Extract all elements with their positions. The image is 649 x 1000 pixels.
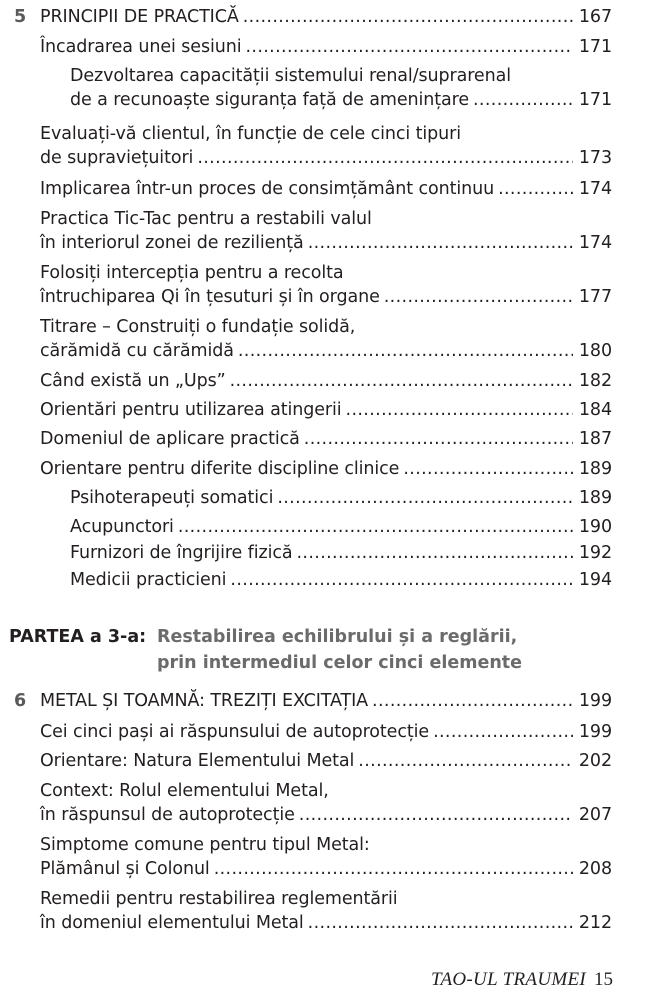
toc-entry — [40, 207, 612, 255]
toc-entry — [40, 427, 612, 451]
toc-entry — [70, 64, 612, 112]
toc-entry — [40, 177, 612, 201]
toc-entry-title: Cei cinci pași ai răspunsului de autoprotecție — [40, 722, 430, 742]
leader-dots — [358, 749, 573, 773]
toc-entry-title: Domeniul de aplicare practică — [40, 429, 300, 449]
toc-entry-page: 208 — [578, 859, 612, 879]
leader-dots — [304, 427, 573, 451]
part-title-line1: Restabilirea echilibrului și a reglării, — [157, 627, 518, 647]
toc-entry-page: 180 — [578, 341, 612, 361]
toc-entry-title-cont: în interiorul zonei de reziliență — [40, 233, 304, 253]
toc-subentry — [70, 486, 612, 510]
toc-entry-page: 189 — [578, 488, 612, 508]
toc-entry — [40, 122, 612, 170]
toc-subentry — [70, 541, 612, 565]
toc-entry-title: Implicarea într-un proces de consimțământ continuu — [40, 179, 495, 199]
toc-entry-title: Dezvoltarea capacității sistemului renal/suprarenal — [70, 66, 511, 86]
chapter-5-heading — [40, 5, 612, 29]
toc-entry-title: Încadrarea unei sesiuni — [40, 37, 242, 57]
toc-entry-title: Medicii practicieni — [70, 570, 227, 590]
toc-entry — [40, 749, 612, 773]
toc-entry-page: 187 — [578, 429, 612, 449]
toc-entry-page: 174 — [578, 233, 612, 253]
page-footer — [431, 968, 613, 992]
leader-dots — [214, 857, 573, 881]
toc-entry-page: 182 — [578, 371, 612, 391]
toc-entry-page: 177 — [578, 287, 612, 307]
toc-entry-page: 202 — [578, 751, 612, 771]
page-number: 15 — [594, 969, 613, 990]
toc-entry-title-cont: cărămidă cu cărămidă — [40, 341, 234, 361]
chapter-6-heading — [40, 689, 612, 713]
leader-dots — [308, 231, 573, 255]
toc-entry-title: Psihoterapeuți somatici — [70, 488, 274, 508]
toc-entry-title: Simptome comune pentru tipul Metal: — [40, 835, 370, 855]
toc-entry-title-cont: de a recunoaște siguranța față de amenințare — [70, 90, 469, 110]
toc-entry-title-cont: Plămânul și Colonul — [40, 859, 210, 879]
leader-dots — [403, 457, 573, 481]
leader-dots — [498, 177, 573, 201]
part-label: PARTEA a 3-a: — [9, 627, 147, 647]
toc-entry-page: 199 — [578, 722, 612, 742]
toc-entry-title-cont: de supraviețuitori — [40, 148, 194, 168]
toc-entry-title: Furnizori de îngrijire fizică — [70, 543, 293, 563]
leader-dots — [433, 720, 573, 744]
toc-entry-page: 207 — [578, 805, 612, 825]
toc-entry-page: 171 — [578, 90, 612, 110]
toc-entry-title: Titrare – Construiți o fundație solidă, — [40, 317, 356, 337]
toc-subentry — [70, 568, 612, 592]
toc-entry-page: 174 — [578, 179, 612, 199]
chapter-5-number: 5 — [14, 7, 27, 27]
toc-entry-title: Orientări pentru utilizarea atingerii — [40, 400, 342, 420]
chapter-6-page: 199 — [578, 691, 612, 711]
toc-entry-title: Când există un „Ups” — [40, 371, 226, 391]
leader-dots — [299, 803, 573, 827]
leader-dots — [238, 339, 573, 363]
toc-entry-page: 192 — [578, 543, 612, 563]
toc-entry-title-cont: întruchiparea Qi în țesuturi și în organe — [40, 287, 380, 307]
toc-entry-page: 189 — [578, 459, 612, 479]
toc-entry — [40, 398, 612, 422]
part-title-line2: prin intermediul celor cinci elemente — [157, 653, 523, 673]
chapter-6-title: METAL ȘI TOAMNĂ: TREZIȚI EXCITAȚIA — [40, 691, 369, 711]
toc-entry-title-cont: în domeniul elementului Metal — [40, 913, 304, 933]
toc-entry-page: 212 — [578, 913, 612, 933]
leader-dots — [384, 285, 573, 309]
toc-entry-title: Context: Rolul elementului Metal, — [40, 781, 329, 801]
chapter-5-page: 167 — [578, 7, 612, 27]
leader-dots — [297, 541, 573, 565]
leader-dots — [230, 369, 573, 393]
toc-entry-page: 194 — [578, 570, 612, 590]
toc-entry-title: Orientare pentru diferite discipline clinice — [40, 459, 400, 479]
toc-subentry — [70, 515, 612, 539]
running-title: TAO-UL TRAUMEI — [431, 969, 586, 990]
toc-entry-title-cont: în răspunsul de autoprotecție — [40, 805, 295, 825]
toc-entry-title: Orientare: Natura Elementului Metal — [40, 751, 355, 771]
toc-entry — [40, 779, 612, 827]
toc-entry — [40, 315, 612, 363]
toc-entry-page: 173 — [578, 148, 612, 168]
toc-entry — [40, 261, 612, 309]
toc-entry-page: 171 — [578, 37, 612, 57]
leader-dots — [372, 689, 573, 713]
toc-entry — [40, 457, 612, 481]
leader-dots — [197, 146, 573, 170]
toc-entry — [40, 35, 612, 59]
toc-entry-title: Acupunctori — [70, 517, 174, 537]
toc-entry — [40, 887, 612, 935]
leader-dots — [230, 568, 572, 592]
leader-dots — [243, 5, 573, 29]
toc-entry-page: 190 — [578, 517, 612, 537]
toc-entry-title: Folosiți intercepția pentru a recolta — [40, 263, 344, 283]
toc-entry-title: Remedii pentru restabilirea reglementării — [40, 889, 398, 909]
leader-dots — [245, 35, 572, 59]
leader-dots — [178, 515, 573, 539]
leader-dots — [346, 398, 573, 422]
leader-dots — [277, 486, 573, 510]
leader-dots — [473, 88, 573, 112]
chapter-6-number: 6 — [14, 691, 27, 711]
toc-entry — [40, 833, 612, 881]
toc-entry-title: Evaluați-vă clientul, în funcție de cele cinci tipuri — [40, 124, 462, 144]
toc-entry-title: Practica Tic-Tac pentru a restabili valul — [40, 209, 372, 229]
chapter-5-title: PRINCIPII DE PRACTICĂ — [40, 7, 239, 27]
toc-entry — [40, 720, 612, 744]
toc-entry — [40, 369, 612, 393]
leader-dots — [308, 911, 573, 935]
toc-entry-page: 184 — [578, 400, 612, 420]
